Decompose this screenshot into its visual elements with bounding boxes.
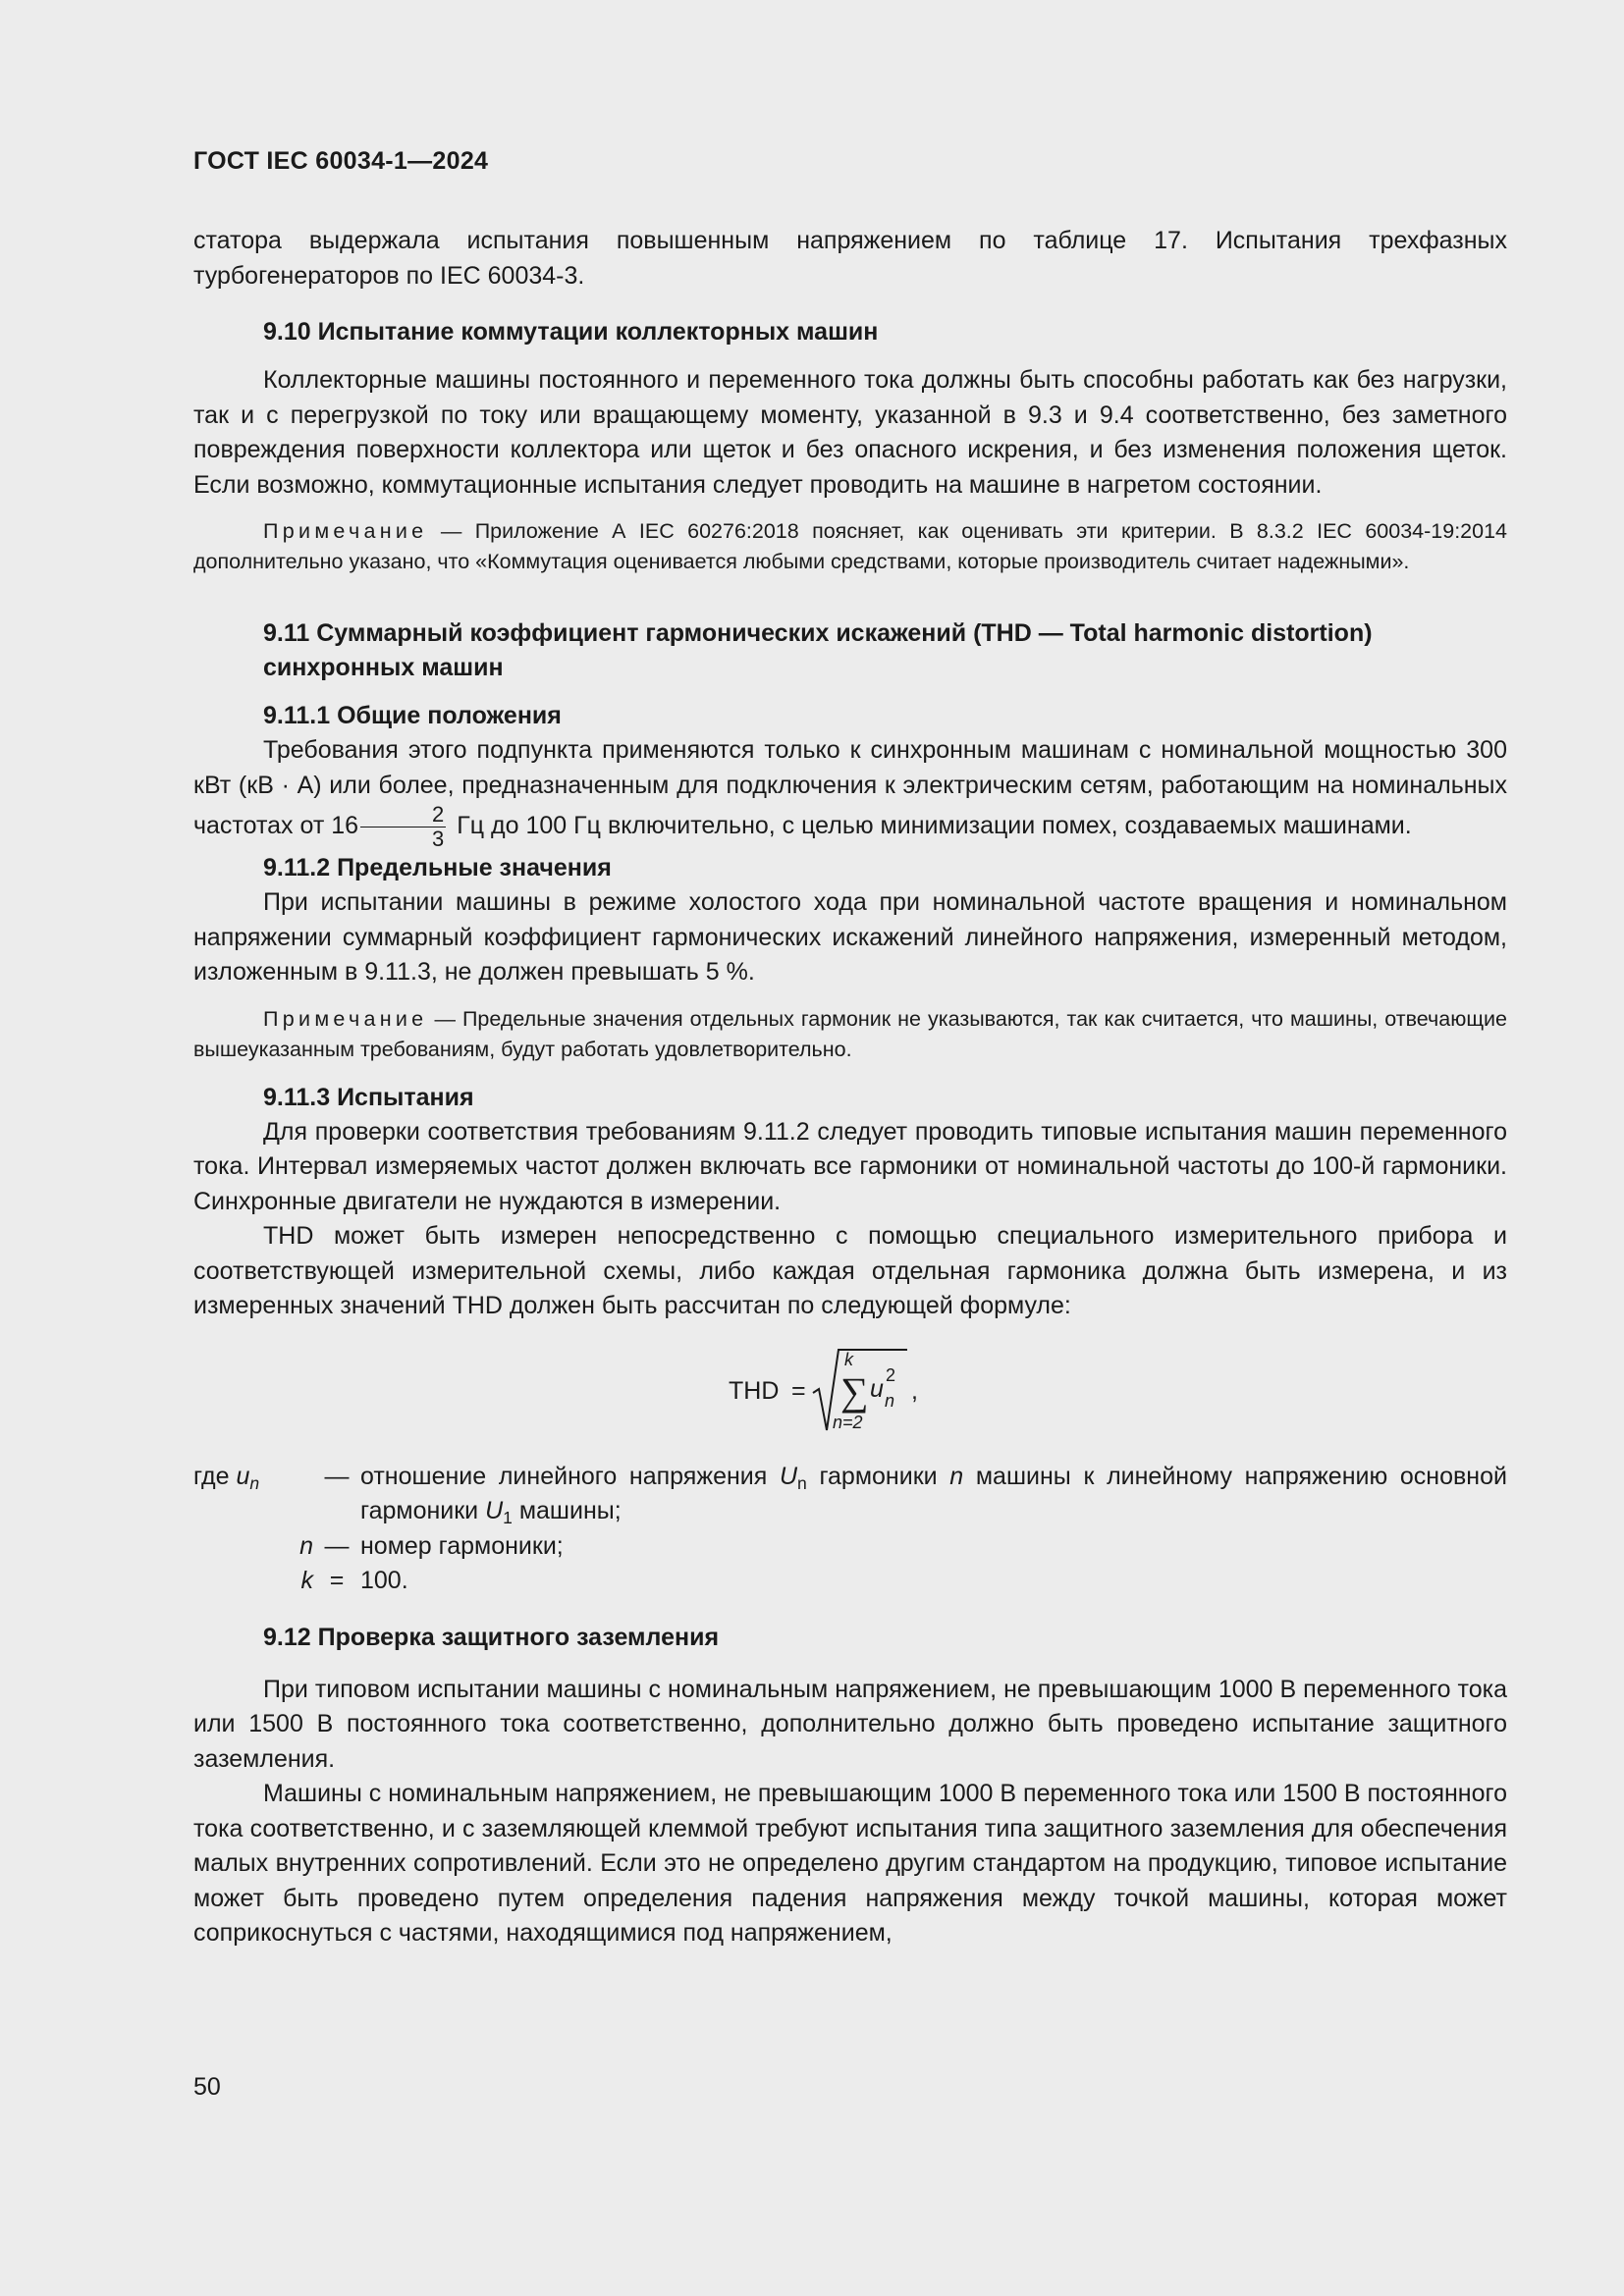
- page-body: [193, 224, 1507, 1951]
- paragraph-protective-earth-1: При типовом испытании машины с номинальным напряжением, не превышающим 1000 В переменного тока или 1500 В постоянного тока соответственно, дополнительно должно быть проведено испытание защитного заземления.: [193, 1675, 1507, 1773]
- paragraph-commutation: Коллекторные машины постоянного и переменного тока должны быть способны работать как без нагрузки, так и с перегрузкой по току или вращающему моменту, указанной в 9.3 и 9.4 соответственно, без заметного повреждения поверхности коллектора или щеток и без опасного искрения, и без изменения положения щеток. Если возможно, коммутационные испытания следует проводить на машине в нагретом состоянии.: [193, 366, 1507, 499]
- definition-text-part: гармоники: [806, 1462, 950, 1490]
- paragraph-general-provisions: [193, 733, 1507, 851]
- definition-text-part: машины к линейному напряжению основной гармоники: [360, 1462, 1507, 1524]
- definition-term: [193, 1460, 313, 1529]
- definition-separator: —: [324, 1531, 350, 1560]
- section-heading-9-12: 9.12 Проверка защитного заземления: [263, 1623, 720, 1651]
- definition-term: [193, 1529, 313, 1565]
- formula-definitions: [193, 1460, 1507, 1599]
- note-commutation: [193, 516, 1507, 577]
- symbol-subscript: n: [249, 1472, 260, 1493]
- fraction-denominator: 3: [432, 827, 445, 851]
- paragraph-part-b: Гц до 100 Гц включительно, с целью минимизации помех, создаваемых машинами.: [450, 812, 1412, 840]
- definition-separator: —: [324, 1462, 350, 1490]
- definition-separator: =: [329, 1567, 345, 1594]
- paragraph-part-a: Требования этого подпункта применяются только к синхронным машинам с номинальной мощностью 300 кВт (кВ · А) или более, предназначенным для подключения к электрическим сетям, работающим на номинальных частотах от: [193, 736, 1507, 840]
- paragraph-continuation: статора выдержала испытания повышенным напряжением по таблице 17. Испытания трехфазных турбогенераторов по IEC 60034-3.: [193, 227, 1507, 290]
- definition-text-part: отношение линейного напряжения: [360, 1462, 780, 1490]
- term-superscript: 2: [886, 1364, 896, 1385]
- fraction-numerator: 2: [360, 803, 446, 828]
- fraction-whole: 16: [331, 812, 359, 840]
- page-number: 50: [193, 2073, 221, 2101]
- variable-subscript: 1: [503, 1508, 513, 1527]
- definition-row: [193, 1529, 1507, 1565]
- document-code-header: ГОСТ IEC 60034-1—2024: [193, 147, 489, 175]
- where-word: где: [193, 1462, 230, 1490]
- symbol: u: [236, 1462, 250, 1490]
- section-heading-9-11-3: 9.11.3 Испытания: [263, 1083, 474, 1111]
- fraction: [360, 803, 446, 851]
- paragraph-limits: При испытании машины в режиме холостого хода при номинальной частоте вращения и номинальном напряжении суммарный коэффициент гармонических искажений линейного напряжения, измеренный методом, изложенным в 9.11.3, не должен превышать 5 %.: [193, 888, 1507, 986]
- paragraph-thd-measurement: THD может быть измерен непосредственно с помощью специального измерительного прибора и соответствующей измерительной схемы, либо каждая отдельная гармоника должна быть измерена, и из измеренных значений THD должен быть рассчитан по следующей формуле:: [193, 1222, 1507, 1319]
- note-text: — Приложение А IEC 60276:2018 поясняет, как оценивать эти критерии. В 8.3.2 IEC 60034-19:2014 дополнительно указано, что «Коммутация оценивается любыми средствами, которые производитель считает надежными».: [193, 519, 1507, 573]
- formula-equals: =: [791, 1376, 806, 1405]
- sum-sigma: ∑: [840, 1368, 869, 1414]
- definition-row: [193, 1564, 1507, 1599]
- definition-text: [360, 1460, 1507, 1529]
- definition-text: 100.: [360, 1567, 408, 1594]
- variable: U: [485, 1497, 504, 1524]
- section-heading-9-11: 9.11 Суммарный коэффициент гармонических искажений (THD — Total harmonic distortion) синхронных машин: [263, 619, 1373, 681]
- definition-text: номер гармоники;: [360, 1531, 564, 1560]
- note-label: Примечание: [263, 519, 428, 543]
- definition-text-part: машины;: [512, 1497, 622, 1524]
- section-heading-9-11-1: 9.11.1 Общие положения: [263, 702, 562, 729]
- sum-lower-limit: n=2: [833, 1412, 863, 1432]
- note-limits: [193, 1004, 1507, 1065]
- sum-upper-limit: k: [844, 1349, 853, 1369]
- variable: n: [949, 1462, 964, 1490]
- symbol: k: [300, 1567, 313, 1594]
- note-text: — Предельные значения отдельных гармоник не указываются, так как считается, что машины, отвечающие вышеуказанным требованиям, будут работать удовлетворительно.: [193, 1006, 1507, 1061]
- paragraph-protective-earth-2: Машины с номинальным напряжением, не превышающим 1000 В переменного тока или 1500 В постоянного тока соответственно, и с заземляющей клеммой требуют испытания типа защитного заземления для обеспечения малых внутренних сопротивлений. Если это не определено другим стандартом на продукцию, типовое испытание может быть проведено путем определения падения напряжения между точкой машины, которая может соприкоснуться с частями, находящимися под напряжением,: [193, 1780, 1507, 1947]
- formula-lhs: THD: [729, 1376, 780, 1405]
- term-subscript: n: [885, 1390, 895, 1411]
- formula-graphic: [723, 1336, 978, 1444]
- variable: U: [779, 1462, 798, 1490]
- symbol: n: [299, 1531, 313, 1560]
- definition-term: [193, 1564, 313, 1599]
- thd-formula: [193, 1336, 1507, 1444]
- paragraph-tests: Для проверки соответствия требованиям 9.11.2 следует проводить типовые испытания машин переменного тока. Интервал измеряемых частот должен включать все гармоники от номинальной частоты до 100-й гармоники. Синхронные двигатели не нуждаются в измерении.: [193, 1117, 1507, 1215]
- definition-row: [193, 1460, 1507, 1529]
- term-base: u: [870, 1374, 884, 1403]
- variable-subscript: n: [797, 1472, 807, 1493]
- section-heading-9-10: 9.10 Испытание коммутации коллекторных машин: [263, 318, 879, 346]
- section-heading-9-11-2: 9.11.2 Предельные значения: [263, 854, 612, 881]
- note-label: Примечание: [263, 1006, 428, 1031]
- formula-trailing-comma: ,: [911, 1376, 918, 1405]
